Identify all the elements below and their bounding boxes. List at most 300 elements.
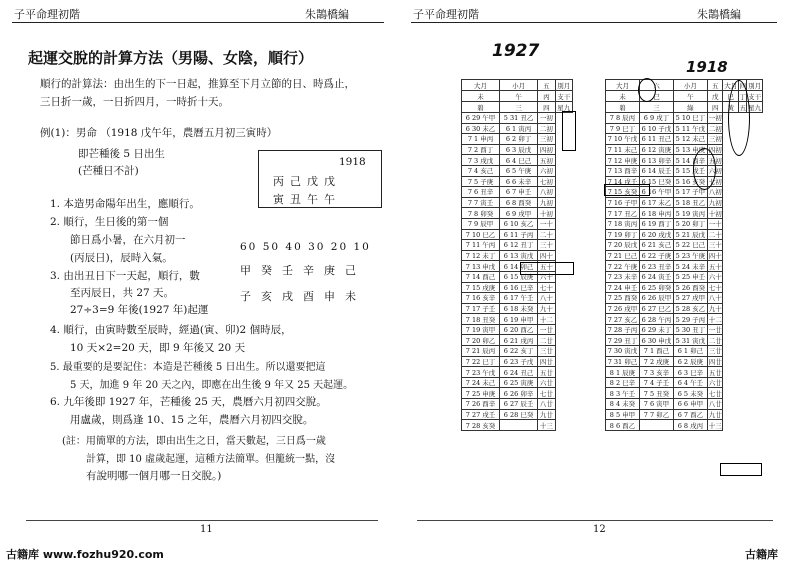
luck-stems: 甲癸壬辛庚己 (240, 264, 366, 277)
table-cell: 十二 (708, 315, 722, 324)
table-cell: 6 18 未癸 (500, 303, 538, 314)
table-cell: 四初 (708, 146, 722, 155)
table-row (606, 208, 763, 219)
table-cell: 5 31 丑乙 (500, 113, 538, 124)
chart-year: 1918 (339, 156, 366, 168)
table-cell: 十二 (538, 314, 555, 325)
table-cell: 五初 (538, 155, 555, 166)
table-row (606, 324, 763, 335)
table-cell: 一初 (708, 114, 722, 123)
table-cell: 5 29 子丙 (673, 314, 707, 325)
chart-stems: 丙己戊戊 (273, 175, 341, 188)
author: 朱鵲橋編 (697, 8, 741, 21)
table-cell: 5 18 丑乙 (673, 197, 707, 208)
table-cell: 7 14 戌壬 (606, 176, 640, 187)
text-line: 5 天，加進 9 年 20 天之內，即應在出生後 9 年又 25 天起運。 (70, 380, 354, 391)
header-cell: 黃 (723, 102, 739, 113)
table-cell: 二初 (708, 124, 722, 133)
table-row (462, 314, 573, 325)
table-cell: 7 26 酉辛 (462, 399, 500, 410)
table-cell: 三廿 (708, 347, 722, 356)
table-cell: 6 4 午壬 (673, 377, 707, 388)
table-cell: 5 15 戌壬 (673, 165, 707, 176)
text-line: 10 天×2=20 天，即 9 年後又 20 天 (70, 342, 246, 354)
table-cell: 7 29 丑丁 (606, 335, 640, 346)
text-line: 27÷3=9 年後(1927 年)起運 (70, 304, 209, 316)
table-cell: 四廿 (708, 357, 722, 366)
table-row (462, 409, 573, 420)
table-cell: 三初 (708, 135, 722, 144)
table-cell: 九廿 (708, 410, 722, 419)
table-cell: 八廿 (708, 400, 722, 409)
table-cell: 7 5 丑癸 (639, 388, 673, 399)
table-cell: 6 1 寅丙 (500, 123, 538, 134)
table-cell: 7 5 子庚 (462, 176, 500, 187)
header-cell: 丁 (739, 92, 746, 101)
text-line: 2. 順行，生日後的第一個 (50, 216, 169, 228)
table-cell: 5 24 未辛 (673, 261, 707, 272)
pen-mark-box (562, 111, 576, 151)
table-cell: 五初 (708, 156, 722, 165)
table-cell: 6 7 酉乙 (673, 409, 707, 420)
table-cell: 四廿 (538, 356, 555, 367)
table-cell: 六初 (538, 165, 555, 176)
table-cell: 七十 (538, 282, 555, 293)
table-cell: 6 7 申壬 (500, 187, 538, 198)
section-title: 起運交脫的計算方法（男陽、女陰，順行） (28, 49, 314, 67)
table-cell: 十三 (538, 420, 555, 431)
table-cell: 6 19 申甲 (500, 314, 538, 325)
header-cell: 丙 (538, 91, 555, 102)
table-row (462, 388, 573, 399)
pen-mark-box (604, 184, 650, 196)
table-cell: 6 26 辰甲 (639, 293, 673, 304)
table-cell: 6 26 卯辛 (500, 388, 538, 399)
table-cell: 7 6 寅甲 (639, 399, 673, 410)
table-row (462, 250, 573, 261)
header-row (462, 102, 573, 113)
table-cell: 7 25 申庚 (462, 388, 500, 399)
table-cell: 7 27 戌壬 (462, 409, 500, 420)
table-cell: 九廿 (538, 409, 555, 420)
table-cell: 一廿 (708, 326, 722, 335)
table-row (606, 409, 763, 420)
table-cell: 5 10 巳丁 (673, 113, 707, 124)
table-cell: 6 15 辰庚 (500, 271, 538, 282)
table-cell: 7 26 戌甲 (606, 303, 640, 314)
table-cell: 7 27 亥乙 (606, 314, 640, 325)
birth-chart-box (258, 150, 382, 208)
luck-ages: 60 50 40 30 20 10 (240, 241, 371, 253)
header-cell: 綠 (673, 102, 707, 113)
table-cell: 六廿 (538, 377, 555, 388)
table-row (606, 388, 763, 399)
header-cell: 星九 (555, 102, 572, 113)
header-cell: 午 (673, 91, 707, 102)
table-cell: 7 17 丑乙 (606, 208, 640, 219)
table-cell: 8 2 巳辛 (606, 377, 640, 388)
header-cell: 己 (639, 91, 673, 102)
table-cell: 八初 (538, 187, 555, 198)
header-cell: 四 (538, 102, 555, 113)
table-cell: 7 19 寅甲 (462, 324, 500, 335)
header-cell: 午 (500, 91, 538, 102)
table-cell: 七初 (538, 176, 555, 187)
table-cell: 6 24 丑己 (500, 367, 538, 378)
header-rule (12, 22, 384, 23)
table-cell: 6 28 巳癸 (500, 409, 538, 420)
table-cell: 六初 (708, 167, 722, 176)
header-cell: 四 (707, 102, 723, 113)
table-cell: 6 11 丑己 (639, 134, 673, 145)
table-cell: 7 24 申壬 (606, 282, 640, 293)
table-cell: 7 3 亥辛 (639, 367, 673, 378)
header-cell: 六 (639, 80, 673, 91)
watermark-right: 古籍库 (745, 548, 778, 561)
table-cell: 六廿 (708, 379, 722, 388)
table-cell: 7 2 酉丁 (462, 144, 500, 155)
watermark-left: 古籍库 www.fozhu920.com (6, 548, 164, 561)
table-row (606, 303, 763, 314)
table-row (462, 208, 573, 219)
table-cell: 7 31 卯己 (606, 356, 640, 367)
text-line: 5. 最重要的是要記住：本造是芒種後 5 日出生。所以還要把這 (50, 362, 326, 373)
table-cell: 7 14 酉己 (462, 271, 500, 282)
table-cell: 6 10 亥乙 (500, 218, 538, 229)
table-cell: 四十 (708, 252, 722, 261)
table-row (606, 356, 763, 367)
table-cell: 7 20 辰戊 (606, 240, 640, 251)
table-cell: 5 11 午戊 (673, 123, 707, 134)
table-row (606, 261, 763, 272)
table-cell: 5 13 申庚 (673, 144, 707, 155)
header-cell: 五 (707, 80, 723, 91)
table-cell: 7 15 亥癸 (606, 187, 640, 198)
table-row (462, 367, 573, 378)
table-cell: 7 18 丑癸 (462, 314, 500, 325)
table-row (606, 346, 763, 357)
table-cell: 九初 (708, 199, 722, 208)
table-cell: 6 21 戌丙 (500, 335, 538, 346)
table-cell: 6 16 午甲 (639, 187, 673, 198)
table-cell: 5 27 戌甲 (673, 293, 707, 304)
table-cell: 6 5 午庚 (500, 165, 538, 176)
table-row (462, 218, 573, 229)
table-cell: 7 1 酉己 (639, 346, 673, 357)
table-cell: 6 1 卯己 (673, 346, 707, 357)
table-cell: 6 3 巳辛 (673, 367, 707, 378)
table-cell: 十三 (708, 421, 722, 430)
table-cell: 五十 (538, 261, 555, 272)
table-cell: 八初 (708, 188, 722, 197)
table-cell: 6 14 卯己 (500, 261, 538, 272)
table-cell: 6 30 申戊 (639, 335, 673, 346)
table-row (606, 271, 763, 282)
table-row (606, 240, 763, 251)
text-line: 順行的計算法：由出生的下一日起，推算至下月立節的日、時爲止， (40, 78, 355, 90)
author: 朱鵲橋編 (305, 8, 349, 21)
pen-mark-box (520, 262, 574, 275)
table-cell: 三十 (708, 241, 722, 250)
table-cell: 7 10 巳乙 (462, 229, 500, 240)
table-row (462, 229, 573, 240)
table-row (462, 324, 573, 335)
table-row (606, 367, 763, 378)
table-cell: 6 25 寅庚 (500, 377, 538, 388)
table-cell: 8 4 未癸 (606, 399, 640, 410)
table-cell: 8 5 申甲 (606, 409, 640, 420)
text-line: (註：用簡單的方法，即由出生之日，當天數起，三日爲一歲 (62, 436, 326, 447)
table-row (606, 218, 763, 229)
table-cell: 五廿 (708, 368, 722, 377)
table-cell: 6 20 酉乙 (500, 324, 538, 335)
header-cell: 巳 (723, 91, 739, 102)
table-cell: 二十 (708, 230, 722, 239)
table-row (462, 240, 573, 251)
table-cell: 7 19 卯丁 (606, 229, 640, 240)
table-cell: 7 16 子甲 (606, 197, 640, 208)
table-row (606, 155, 763, 166)
page-number: 11 (200, 524, 213, 535)
table-cell: 八廿 (538, 399, 555, 410)
table-cell: 7 23 午戊 (462, 367, 500, 378)
site-watermark (0, 545, 793, 561)
table-cell: 6 14 辰壬 (639, 165, 673, 176)
table-cell: 五十 (708, 262, 722, 271)
table-cell: 一十 (538, 218, 555, 229)
table-cell: 一廿 (538, 324, 555, 335)
table-cell: 5 17 子甲 (673, 187, 707, 198)
table-cell: 7 17 子壬 (462, 303, 500, 314)
text-line: 4. 順行，由寅時數至辰時，經過(寅、卯)2 個時辰， (50, 324, 292, 336)
table-cell: 7 28 子丙 (606, 324, 640, 335)
book-title: 子平命理初階 (14, 8, 80, 21)
table-cell: 7 6 丑辛 (462, 187, 500, 198)
header-cell: 四 (739, 81, 746, 90)
header-cell: 三 (639, 102, 673, 113)
table-cell: 十初 (538, 208, 555, 219)
table-row (462, 155, 573, 166)
table-cell: 7 2 戌庚 (639, 356, 673, 367)
table-cell: 6 27 辰壬 (500, 399, 538, 410)
book-title: 子平命理初階 (413, 8, 479, 21)
table-cell: 6 24 寅壬 (639, 271, 673, 282)
table-cell: 7 25 酉癸 (606, 293, 640, 304)
table-cell: 7 11 未己 (606, 144, 640, 155)
left-page (0, 0, 396, 545)
text-line: 1. 本造男命陽年出生，應順行。 (50, 198, 200, 210)
table-cell: 8 1 辰庚 (606, 367, 640, 378)
table-cell (500, 420, 538, 431)
table-row (606, 250, 763, 261)
table-cell: 5 30 丑丁 (673, 324, 707, 335)
header-row (462, 80, 573, 91)
text-line: 6. 九年後即 1927 年，芒種後 25 天，農曆六月初四交脫。 (50, 396, 327, 408)
table-cell: 四十 (538, 250, 555, 261)
table-cell: 7 3 戌戊 (462, 155, 500, 166)
table-cell: 三初 (538, 134, 555, 145)
table-cell: 一初 (538, 113, 555, 124)
table-cell: 6 8 酉癸 (500, 197, 538, 208)
table-cell: 二廿 (708, 336, 722, 345)
header-cell: 星九 (748, 103, 762, 112)
table-row (606, 229, 763, 240)
table-cell: 5 20 卯丁 (673, 218, 707, 229)
table-cell: 7 24 未己 (462, 377, 500, 388)
header-cell: 大月 (606, 80, 640, 91)
text-line: 節日爲小暑，在六月初一 (70, 234, 186, 246)
table-cell: 6 27 巳乙 (639, 303, 673, 314)
table-row (462, 134, 573, 145)
header-row (462, 91, 573, 102)
table-cell: 6 22 亥丁 (500, 346, 538, 357)
pen-mark-circle (728, 80, 750, 156)
table-row (462, 176, 573, 187)
table-row (606, 293, 763, 304)
table-cell: 九十 (538, 303, 555, 314)
handwritten-year-1927: 1927 (492, 41, 540, 61)
table-cell: 十初 (708, 209, 722, 218)
table-cell: 八十 (538, 293, 555, 304)
table-cell: 7 8 卯癸 (462, 208, 500, 219)
table-cell (639, 420, 673, 431)
table-cell: 6 3 辰戊 (500, 144, 538, 155)
table-cell: 7 13 酉辛 (606, 165, 640, 176)
header-cell: 戊 (707, 91, 723, 102)
table-cell: 6 29 未丁 (639, 324, 673, 335)
table-cell: 三十 (538, 240, 555, 251)
table-cell: 七十 (708, 283, 722, 292)
table-cell: 6 12 丑丁 (500, 240, 538, 251)
text-line: 即芒種後 5 日出生 (78, 148, 165, 160)
table-cell: 6 13 卯辛 (639, 155, 673, 166)
table-cell: 7 15 戌庚 (462, 282, 500, 293)
table-row (462, 293, 573, 304)
table-cell: 6 5 未癸 (673, 388, 707, 399)
table-cell: 九初 (538, 197, 555, 208)
table-cell: 5 23 午庚 (673, 250, 707, 261)
table-row (462, 420, 573, 431)
table-cell: 6 28 午丙 (639, 314, 673, 325)
table-row (462, 123, 573, 134)
table-row (606, 420, 763, 431)
table-cell: 6 22 子庚 (639, 250, 673, 261)
table-cell: 7 7 卯乙 (639, 409, 673, 420)
text-line: 計算，即 10 虛歲起運，這種方法簡單。但籠統一點，沒 (86, 454, 336, 465)
header-cell: 別月 (555, 80, 572, 91)
table-cell: 6 6 申甲 (673, 399, 707, 410)
table-cell: 6 2 辰庚 (673, 356, 707, 367)
table-cell: 6 16 巳辛 (500, 282, 538, 293)
table-cell: 6 18 申丙 (639, 208, 673, 219)
table-cell: 6 29 午甲 (462, 113, 500, 124)
header-cell: 別月 (748, 81, 762, 90)
table-row (462, 165, 573, 176)
table-cell: 7 9 辰甲 (462, 218, 500, 229)
text-line: (丙辰日)，辰時入氣。 (70, 252, 173, 264)
table-cell: 7 12 未丁 (462, 250, 500, 261)
table-cell: 7 12 申庚 (606, 155, 640, 166)
table-cell: 7 21 辰丙 (462, 346, 500, 357)
table-cell: 7 13 申戊 (462, 261, 500, 272)
table-cell: 7 30 寅戊 (606, 346, 640, 357)
table-row (606, 314, 763, 325)
table-cell: 6 8 戌丙 (673, 420, 707, 431)
table-cell: 7 4 亥己 (462, 165, 500, 176)
table-cell: 七初 (708, 177, 722, 186)
header-rule (411, 22, 777, 23)
table-cell: 7 1 申丙 (462, 134, 500, 145)
table-cell: 二初 (538, 123, 555, 134)
table-cell: 7 22 巳丁 (462, 356, 500, 367)
header-cell: 五 (538, 80, 555, 91)
table-cell: 6 23 子戊 (500, 356, 538, 367)
table-cell: 7 16 亥辛 (462, 293, 500, 304)
table-row (606, 377, 763, 388)
footer-rule (417, 520, 773, 521)
chart-branches: 寅丑午午 (273, 193, 341, 206)
table-cell: 6 6 未辛 (500, 176, 538, 187)
table-row (462, 113, 573, 124)
table-cell: 6 9 戌甲 (500, 208, 538, 219)
table-cell: 6 2 卯丁 (500, 134, 538, 145)
table-cell: 7 10 午戊 (606, 134, 640, 145)
table-cell: 7 22 午庚 (606, 261, 640, 272)
header-cell: 小月 (500, 80, 538, 91)
table-row (462, 335, 573, 346)
table-cell: 7 4 子壬 (639, 377, 673, 388)
text-line: 有說明哪一個月哪一日交脫。) (86, 470, 222, 482)
header-cell: 大月 (462, 80, 500, 91)
handwritten-year-1918: 1918 (686, 58, 728, 76)
table-cell: 6 21 亥己 (639, 240, 673, 251)
table-row (606, 197, 763, 208)
table-row (606, 282, 763, 293)
text-line: 三日折一歲，一日折四月，一時折十天。 (40, 96, 229, 108)
table-cell: 七廿 (538, 388, 555, 399)
text-line: 3. 由出丑日下一天起，順行，數 (50, 270, 200, 282)
footer-rule (26, 520, 378, 521)
table-row (462, 303, 573, 314)
text-line: 例(1)：男命 （1918 戊午年，農曆五月初三寅時） (40, 127, 278, 139)
luck-branches: 子亥戌酉申未 (240, 290, 366, 303)
table-cell: 5 16 亥癸 (673, 176, 707, 187)
table-row (462, 346, 573, 357)
table-cell: 6 23 丑辛 (639, 261, 673, 272)
pen-mark-circle (693, 148, 716, 190)
table-cell: 6 17 午壬 (500, 293, 538, 304)
table-cell: 6 25 卯癸 (639, 282, 673, 293)
table-cell: 7 23 未辛 (606, 271, 640, 282)
table-cell: 5 22 巳己 (673, 240, 707, 251)
table-cell: 六十 (708, 273, 722, 282)
table-cell: 7 7 寅壬 (462, 197, 500, 208)
table-cell: 7 8 辰丙 (606, 113, 640, 124)
table-cell: 六十 (538, 271, 555, 282)
header-cell: 大月 (724, 81, 738, 90)
table-cell: 三廿 (538, 346, 555, 357)
table-row (606, 335, 763, 346)
table-cell: 6 10 子戊 (639, 123, 673, 134)
header-cell: 三 (500, 102, 538, 113)
table-row (462, 282, 573, 293)
header-cell: 碧 (462, 102, 500, 113)
table-cell: 九十 (708, 304, 722, 313)
table-cell: 5 26 酉癸 (673, 282, 707, 293)
header-cell: 支干 (748, 92, 762, 101)
text-line: 用盧歲，則爲逢 10、15 之年，農曆六月初四交脫。 (70, 414, 314, 426)
header-cell: 小月 (673, 80, 707, 91)
